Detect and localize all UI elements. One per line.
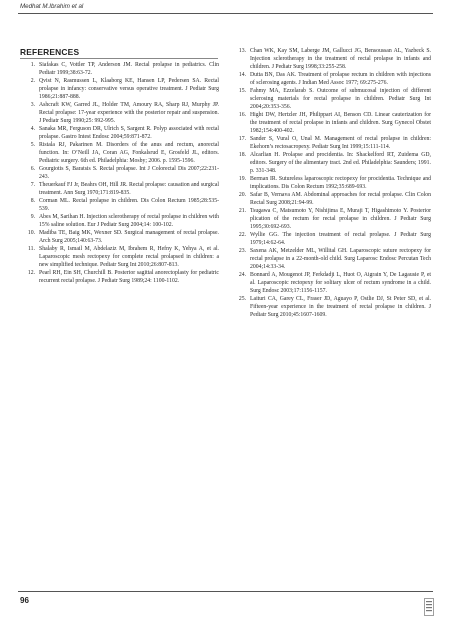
reference-number: 7. (30, 182, 35, 188)
references-heading: REFERENCES (20, 47, 80, 57)
references-left-column (20, 61, 219, 285)
footer-divider (18, 591, 433, 592)
reference-number: 4. (30, 126, 35, 132)
reference-number: 23. (238, 248, 246, 254)
reference-number: 3. (30, 102, 35, 108)
reference-number: 9. (30, 214, 35, 220)
reference-number: 12. (27, 270, 35, 276)
reference-item (231, 207, 431, 231)
reference-number: 2. (30, 78, 35, 84)
reference-number: 11. (28, 246, 35, 252)
reference-item (231, 295, 431, 319)
reference-text: Ashcraft KW, Garred JL, Holder TM, Amoury RA, Sharp RJ, Murphy JP. Rectal prolapse: 17-year experience with the posterior repair and suspension. J Pediatr Surg 1990;25: 992-995. (39, 102, 219, 124)
header-divider (18, 13, 433, 14)
reference-number: 1. (30, 62, 35, 68)
reference-item (20, 165, 219, 181)
reference-item (20, 229, 219, 245)
reference-item (231, 175, 431, 191)
reference-text: Ristala RJ, Pakarinen M. Disorders of the anus and rectum, anorectal function. In: O’Neill JA, Coran AG, Fonkalsrud E, Grosfeld JL, editors. Pediatric surgery. 6th ed. Philadelphia: Mosby; 2006. p. 1595-1596. (39, 142, 219, 164)
reference-item (231, 271, 431, 295)
reference-text: Berman IR. Sutureless laparoscopic rectopexy for procidentia. Technique and implications. Dis Colon Rectum 1992;35:689-693. (250, 176, 431, 190)
reference-text: Shalaby R, Ismail M, Abdelaziz M, Ibrahem R, Hefny K, Yehya A, et al. Laparoscopic mesh rectopexy for complete rectal prolapsed in children: a new simplified technique. Pediatr Surg Int 2010;26:807-813. (39, 246, 219, 268)
reference-text: Hight DW, Hertzler JH, Philippart AI, Benson CD. Linear cauterization for the treatment of rectal prolapse in infants and children. Surg Gynecol Obstet 1982;154:400-402. (250, 112, 431, 134)
reference-number: 19. (238, 176, 246, 182)
reference-text: Fahmy MA, Ezzelarab S. Outcome of submucosal injection of different sclerosing materials for rectal prolapse in children. Pediatr Surg Int 2004;20:353-356. (250, 88, 431, 110)
reference-number: 15. (238, 88, 246, 94)
publisher-logo-icon (424, 598, 434, 616)
references-right-column (231, 47, 431, 319)
reference-text: Tsugawa C, Matsumoto Y, Nishijima E, Muraji T, Higashimoto Y. Posterior plication of the rectum for rectal prolapse in children. J Pediatr Surg 1995;30:692-693. (250, 208, 431, 230)
reference-item (20, 245, 219, 269)
reference-item (20, 125, 219, 141)
reference-number: 13. (238, 48, 246, 54)
reference-item (231, 191, 431, 207)
reference-text: Sanaka MR, Ferguson DR, Ulrich S, Sargent R. Polyp associated with rectal prolapse. Gastro Intest Endosc 2004;59:871-872. (39, 126, 219, 140)
reference-item (231, 71, 431, 87)
reference-item (20, 61, 219, 77)
running-head-author: Medhat M.Ibrahim et al (20, 3, 84, 10)
reference-number: 22. (238, 232, 246, 238)
reference-number: 25. (238, 296, 246, 302)
reference-text: Bonnard A, Mougenot JP, Ferkdadji L, Huot O, Aigrain Y, De Lagausie P, et al. Laparoscopic rectopexy for solitary ulcer of rectum syndrome in a child. Surg Endosc 2003;17:1156-1157. (250, 272, 431, 294)
reference-number: 6. (30, 166, 35, 172)
reference-item (20, 181, 219, 197)
reference-text: Madiba TE, Baig MK, Wexner SD. Surgical management of rectal prolapse. Arch Surg 2005;140:63-73. (39, 230, 219, 244)
reference-number: 8. (30, 198, 35, 204)
reference-text: Wyllie GG. The injection treatment of rectal prolapse. J Pediatr Surg 1979;14:62-64. (250, 232, 431, 246)
reference-text: Chan WK, Kay SM, Laberge JM, Gallucci JG, Bensoussan AL, Yazbeck S. Injection sclerotherapy in the treatment of rectal prolapse in infants and children. J Pediatr Surg 1998;33:255-258. (250, 48, 431, 70)
reference-item (231, 47, 431, 71)
reference-number: 21. (238, 208, 246, 214)
reference-number: 16. (238, 112, 246, 118)
page-number: 96 (20, 596, 29, 605)
reference-text: Dutta BN, Das AK. Treatment of prolapse rectum in children with injections of sclerosing agents. J Indian Med Assoc 1977; 69:275-276. (250, 72, 431, 86)
reference-number: 10. (27, 230, 35, 236)
reference-text: Pearl RH, Ein SH, Churchill B. Posterior sagittal anorectoplasty for pediatric recurrent rectal prolapse. J Pediatr Surg 1989;24: 1100-1102. (39, 270, 219, 284)
reference-item (231, 151, 431, 175)
reference-number: 18. (238, 152, 246, 158)
reference-text: Laituri CA, Garey CL, Fraser JD, Aguayo P, Ostlie DJ, St Peter SD, et al. Fifteen-year experience in the treatment of rectal prolapse in children. J Pediatr Surg 2010;45:1607-1609. (250, 296, 431, 318)
reference-text: Saxena AK, Metzelder ML, Willital GH. Laparoscopic suture rectopexy for rectal prolapse in a 22-month-old child. Surg Laparosc Endosc Percutan Tech 2004;14:33-34. (250, 248, 431, 270)
reference-item (231, 87, 431, 111)
reference-text: Qvist N, Rasmussen L, Klaaborg KE, Hansen LP, Pedersen SA. Rectal prolapse in infancy: conservative versus operative treatment. J Pediatr Surg 1986;21:887-888. (39, 78, 219, 100)
reference-item (20, 269, 219, 285)
reference-number: 20. (238, 192, 246, 198)
reference-item (20, 197, 219, 213)
reference-item (20, 77, 219, 101)
reference-item (231, 111, 431, 135)
reference-number: 24. (238, 272, 246, 278)
reference-text: Gourgiotis S, Baratsis S. Rectal prolapse. Int J Colorectal Dis 2007;22:231-243. (39, 166, 219, 180)
reference-number: 14. (238, 72, 246, 78)
reference-number: 5. (30, 142, 35, 148)
reference-item (231, 231, 431, 247)
reference-text: Abes M, Sarihan H. Injection sclerotherapy of rectal prolapse in children with 15% saline solution. Eur J Pediatr Surg 2004;14: 100-102. (39, 214, 219, 228)
reference-number: 17. (238, 136, 246, 142)
reference-item (231, 247, 431, 271)
reference-text: Safar B, Vernava AM. Abdominal approaches for rectal prolapse. Clin Colon Rectal Surg 2008;21:94-99. (250, 192, 431, 206)
reference-text: Corman ML. Rectal prolapse in children. Dis Colon Rectum 1985;28:535-539. (39, 198, 219, 212)
reference-text: Sander S, Vural O, Unal M. Management of rectal prolapse in children: Ekehorn’s rectosacropexy. Pediatr Surg Int 1999;15:111-114. (250, 136, 431, 150)
reference-item (231, 135, 431, 151)
reference-item (20, 213, 219, 229)
heading-divider (20, 58, 218, 59)
reference-item (20, 101, 219, 125)
reference-item (20, 141, 219, 165)
reference-text: Theuerkauf FJ Jr, Beahrs OH, Hill JR. Rectal prolapse: causation and surgical treatment. Ann Surg 1970;171:819-835. (39, 182, 219, 196)
reference-text: Alcarlian H. Prolapse and procidentia. In: Shackelford RT, Zuidema GD, editors. Surgery of the alimentary tract. 2nd ed. Philadelphia: Saunders; 1991. p. 331-348. (250, 152, 431, 174)
reference-text: Siafakas C, Vottler TP, Anderson JM. Rectal prolapse in pediatrics. Clin Pediatr 1999;38:63-72. (39, 62, 219, 76)
